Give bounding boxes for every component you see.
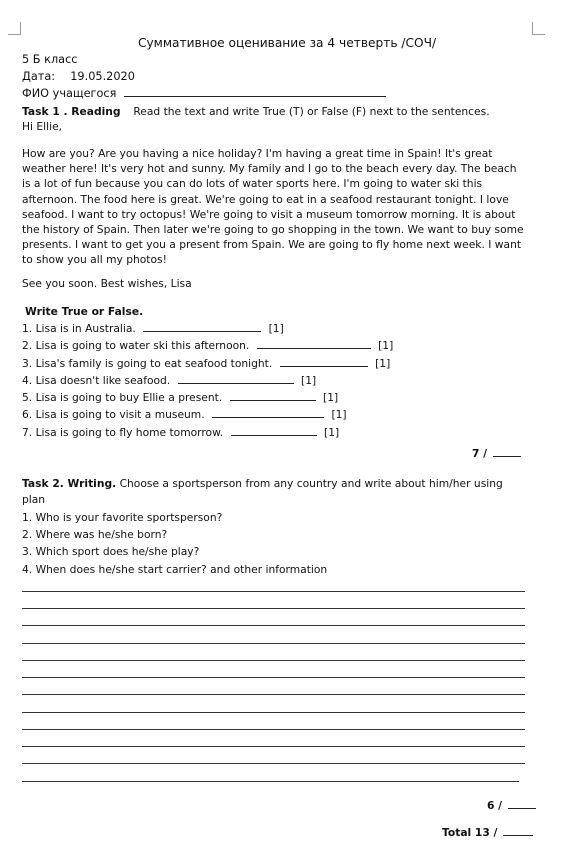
task2-score-label: 6 /	[487, 799, 503, 812]
answer-blank[interactable]	[231, 435, 317, 436]
plan-item: 2. Where was he/she born?	[22, 528, 168, 541]
letter-line: afternoon. The food here is great. We're going to eat in a seafood restaurant tonight. I love	[22, 192, 509, 206]
date-label: Дата:	[22, 70, 56, 83]
question-text: 2. Lisa is going to water ski this afternoon.	[22, 339, 250, 352]
date-line	[22, 70, 135, 83]
class-label: 5 Б класс	[22, 53, 78, 66]
question-text: 1. Lisa is in Australia.	[22, 322, 136, 335]
student-name-label: ФИО учащегося	[22, 87, 117, 100]
question-row	[22, 408, 347, 421]
writing-line	[22, 677, 525, 678]
letter-line: presents. I want to get you a present from Spain. We are going to fly home next week. I want	[22, 238, 522, 252]
writing-line	[22, 608, 525, 609]
answer-blank[interactable]	[257, 348, 371, 349]
task1-score-label: 7 /	[472, 447, 488, 460]
letter-line: to show you all my photos!	[22, 253, 167, 267]
question-text: 5. Lisa is going to buy Ellie a present.	[22, 391, 223, 404]
task2-header	[22, 477, 503, 490]
letter-greeting: Hi Ellie,	[22, 120, 63, 133]
writing-line	[22, 643, 525, 644]
letter-line: weather here! It's very hot and sunny. My family and I go to the beach every day. The beach	[22, 162, 517, 176]
question-row	[22, 426, 339, 439]
crop-mark-top-right	[532, 22, 545, 35]
question-mark: [1]	[268, 322, 284, 335]
answer-blank[interactable]	[178, 383, 294, 384]
writing-line	[22, 591, 525, 592]
question-mark: [1]	[323, 391, 339, 404]
question-mark: [1]	[378, 339, 394, 352]
task1-score	[472, 447, 521, 460]
writing-line	[22, 763, 525, 764]
task2-heading: Task 2. Writing.	[22, 477, 117, 490]
plan-item: 3. Which sport does he/she play?	[22, 545, 200, 558]
answer-blank[interactable]	[230, 400, 316, 401]
question-row	[22, 374, 316, 387]
question-text: 3. Lisa's family is going to eat seafood tonight.	[22, 357, 273, 370]
answer-blank[interactable]	[143, 331, 261, 332]
task2-instruction: Choose a sportsperson from any country and write about him/her using	[119, 477, 503, 490]
student-name-line	[22, 87, 386, 100]
letter-line: How are you? Are you having a nice holiday? I'm having a great time in Spain! It's great	[22, 147, 493, 160]
date-value: 19.05.2020	[70, 70, 135, 83]
task2-instruction-cont: plan	[22, 493, 46, 506]
question-text: 7. Lisa is going to fly home tomorrow.	[22, 426, 224, 439]
question-text: 6. Lisa is going to visit a museum.	[22, 408, 205, 421]
task2-score-field[interactable]	[508, 808, 536, 809]
writing-line	[22, 746, 525, 747]
task1-instruction: Read the text and write True (T) or False (F) next to the sentences.	[133, 105, 490, 118]
letter-line: the history of Spain. Then later we're going to go shopping in the town. We want to buy some	[22, 223, 524, 237]
student-name-field[interactable]	[124, 96, 386, 97]
total-score-field[interactable]	[503, 835, 533, 836]
total-score-label: Total 13 /	[442, 826, 498, 839]
question-mark: [1]	[375, 357, 391, 370]
question-row	[22, 391, 338, 404]
answer-blank[interactable]	[212, 417, 324, 418]
task1-score-field[interactable]	[493, 456, 521, 457]
document-title: Суммативное оценивание за 4 четверть /СОЧ/	[137, 36, 437, 50]
question-mark: [1]	[331, 408, 347, 421]
crop-mark-top-left	[8, 22, 21, 35]
letter-signoff: See you soon. Best wishes, Lisa	[22, 277, 192, 290]
total-score	[442, 826, 533, 839]
letter-line: is a lot of fun because you can do lots of water sports here. I'm going to water ski this	[22, 177, 483, 191]
answer-blank[interactable]	[280, 366, 368, 367]
question-mark: [1]	[301, 374, 317, 387]
writing-line	[22, 781, 519, 782]
plan-item: 4. When does he/she start carrier? and other information	[22, 563, 328, 576]
question-row	[22, 357, 390, 370]
question-mark: [1]	[324, 426, 340, 439]
exercise-heading: Write True or False.	[25, 305, 144, 318]
question-row	[22, 339, 393, 352]
question-text: 4. Lisa doesn't like seafood.	[22, 374, 171, 387]
writing-line	[22, 625, 525, 626]
writing-line	[22, 660, 525, 661]
writing-line	[22, 729, 525, 730]
letter-line: seafood. I want to try octopus! We're going to visit a museum tomorrow morning. It is about	[22, 207, 516, 221]
plan-item: 1. Who is your favorite sportsperson?	[22, 511, 223, 524]
letter-body	[22, 146, 534, 268]
writing-line	[22, 712, 525, 713]
task2-score	[487, 799, 536, 812]
question-row	[22, 322, 284, 335]
writing-line	[22, 694, 525, 695]
task1-heading: Task 1 . Reading	[22, 105, 121, 118]
task1-header	[22, 105, 490, 118]
